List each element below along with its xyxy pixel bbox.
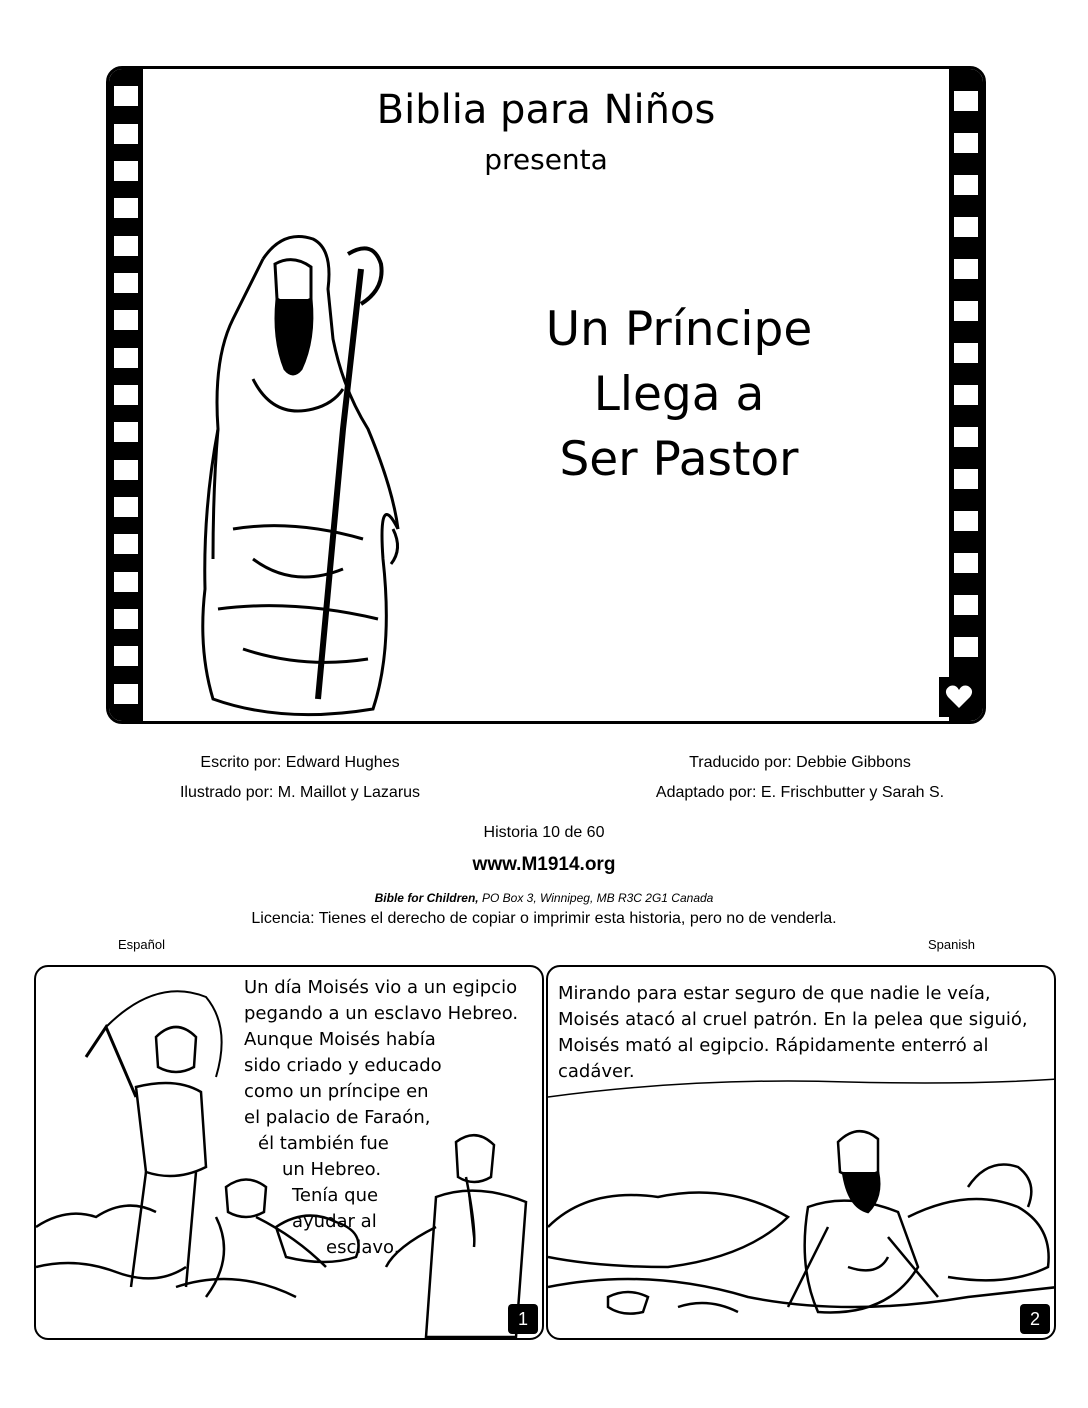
translated-by: Traducido por: Debbie Gibbons [689, 754, 911, 771]
story-panel-1 [34, 965, 544, 1340]
panel-1-line: un Hebreo. [282, 1159, 382, 1180]
title-line-1: Un Príncipe [545, 302, 813, 357]
written-by: Escrito por: Edward Hughes [200, 754, 400, 771]
presenta-label: presenta [484, 143, 608, 176]
address-line [0, 891, 1088, 905]
story-title [499, 297, 859, 492]
story-number: Historia 10 de 60 [483, 824, 605, 841]
story-panel-2 [546, 965, 1056, 1340]
panel-1-line: esclavo. [326, 1237, 400, 1258]
page-number-2: 2 [1020, 1304, 1050, 1334]
adapted-by: Adaptado por: E. Frischbutter y Sarah S. [655, 784, 945, 801]
panel-1-line: él también fue [258, 1133, 389, 1154]
panel-1-line: pegando a un esclavo Hebreo. [244, 1003, 519, 1024]
cover-frame [106, 66, 986, 724]
moses-shepherd-illustration [193, 229, 433, 724]
panel-1-line: ayudar al [292, 1211, 377, 1232]
heart-icon [945, 684, 973, 710]
title-line-2: Llega a [593, 367, 765, 422]
credits-right [600, 748, 1000, 808]
illustrated-by: Ilustrado por: M. Maillot y Lazarus [179, 784, 421, 801]
panel-1-text [244, 975, 534, 1261]
panel-1-line: Un día Moisés vio a un egipcio [244, 977, 518, 998]
website-link[interactable]: www.M1914.org [472, 854, 616, 875]
org-name: Bible for Children, [374, 891, 479, 905]
postal-address: PO Box 3, Winnipeg, MB R3C 2G1 Canada [482, 891, 714, 905]
panel-1-line: el palacio de Faraón, [244, 1107, 431, 1128]
panel-1-line: sido criado y educado [244, 1055, 442, 1076]
page-number-1: 1 [508, 1304, 538, 1334]
heart-logo [939, 677, 979, 717]
title-line-3: Ser Pastor [559, 432, 799, 487]
license-text: Licencia: Tienes el derecho de copiar o imprimir esta historia, pero no de venderla. [251, 910, 837, 927]
panel-1-line: como un príncipe en [244, 1081, 429, 1102]
language-label-right: Spanish [928, 937, 975, 952]
credits-left [110, 748, 490, 808]
panel-1-line: Tenía que [292, 1185, 379, 1206]
language-label-left: Español [118, 937, 165, 952]
panel-1-line: Aunque Moisés había [244, 1029, 436, 1050]
series-title: Biblia para Niños [376, 87, 716, 133]
panel-2-text: Mirando para estar seguro de que nadie le veía, Moisés atacó al cruel patrón. En la pelea que siguió, Moisés mató al egipcio. Rápidamente enterró al cadáver. [558, 983, 1028, 1082]
